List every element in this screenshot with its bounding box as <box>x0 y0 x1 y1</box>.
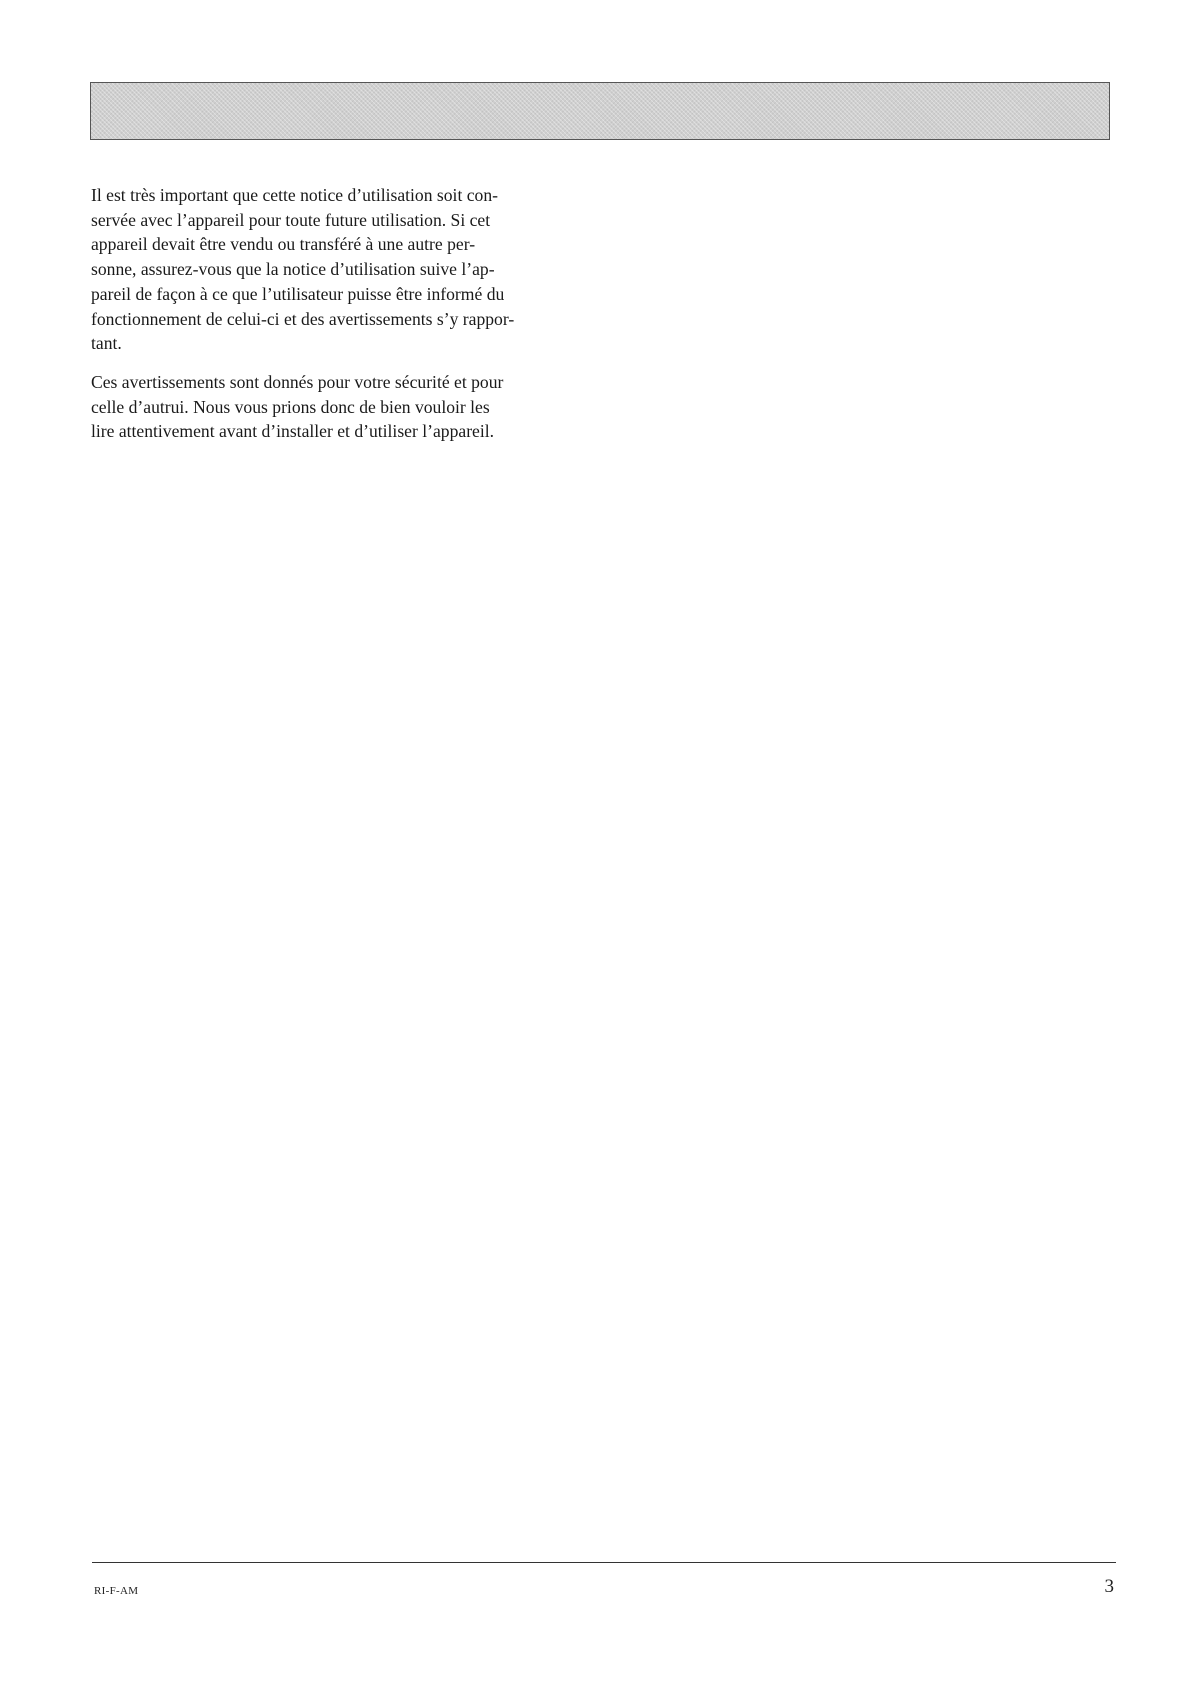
text-line: lire attentivement avant d’installer et d’utiliser l’appareil. <box>91 421 495 442</box>
footer-divider <box>92 1562 1116 1563</box>
intro-paragraph <box>91 183 571 356</box>
text-line: Ces avertissements sont donnés pour votre sécurité et pour <box>91 371 504 392</box>
text-line: sonne, assurez-vous que la notice d’utilisation suive l’ap- <box>91 259 495 280</box>
text-line: servée avec l’appareil pour toute future utilisation. Si cet <box>91 209 491 230</box>
text-line: pareil de façon à ce que l’utilisateur puisse être informé du <box>91 283 505 304</box>
body-text <box>91 183 571 458</box>
page-number: 3 <box>1104 1576 1114 1597</box>
text-line: tant. <box>91 333 122 354</box>
document-code: RI-F-AM <box>94 1585 139 1597</box>
warning-paragraph <box>91 370 571 444</box>
text-line: Il est très important que cette notice d’utilisation soit con- <box>91 185 498 205</box>
text-line: fonctionnement de celui-ci et des avertissements s’y rappor- <box>91 308 515 329</box>
text-line: celle d’autrui. Nous vous prions donc de bien vouloir les <box>91 396 490 417</box>
header-band <box>90 82 1110 140</box>
text-line: appareil devait être vendu ou transféré à une autre per- <box>91 234 476 255</box>
